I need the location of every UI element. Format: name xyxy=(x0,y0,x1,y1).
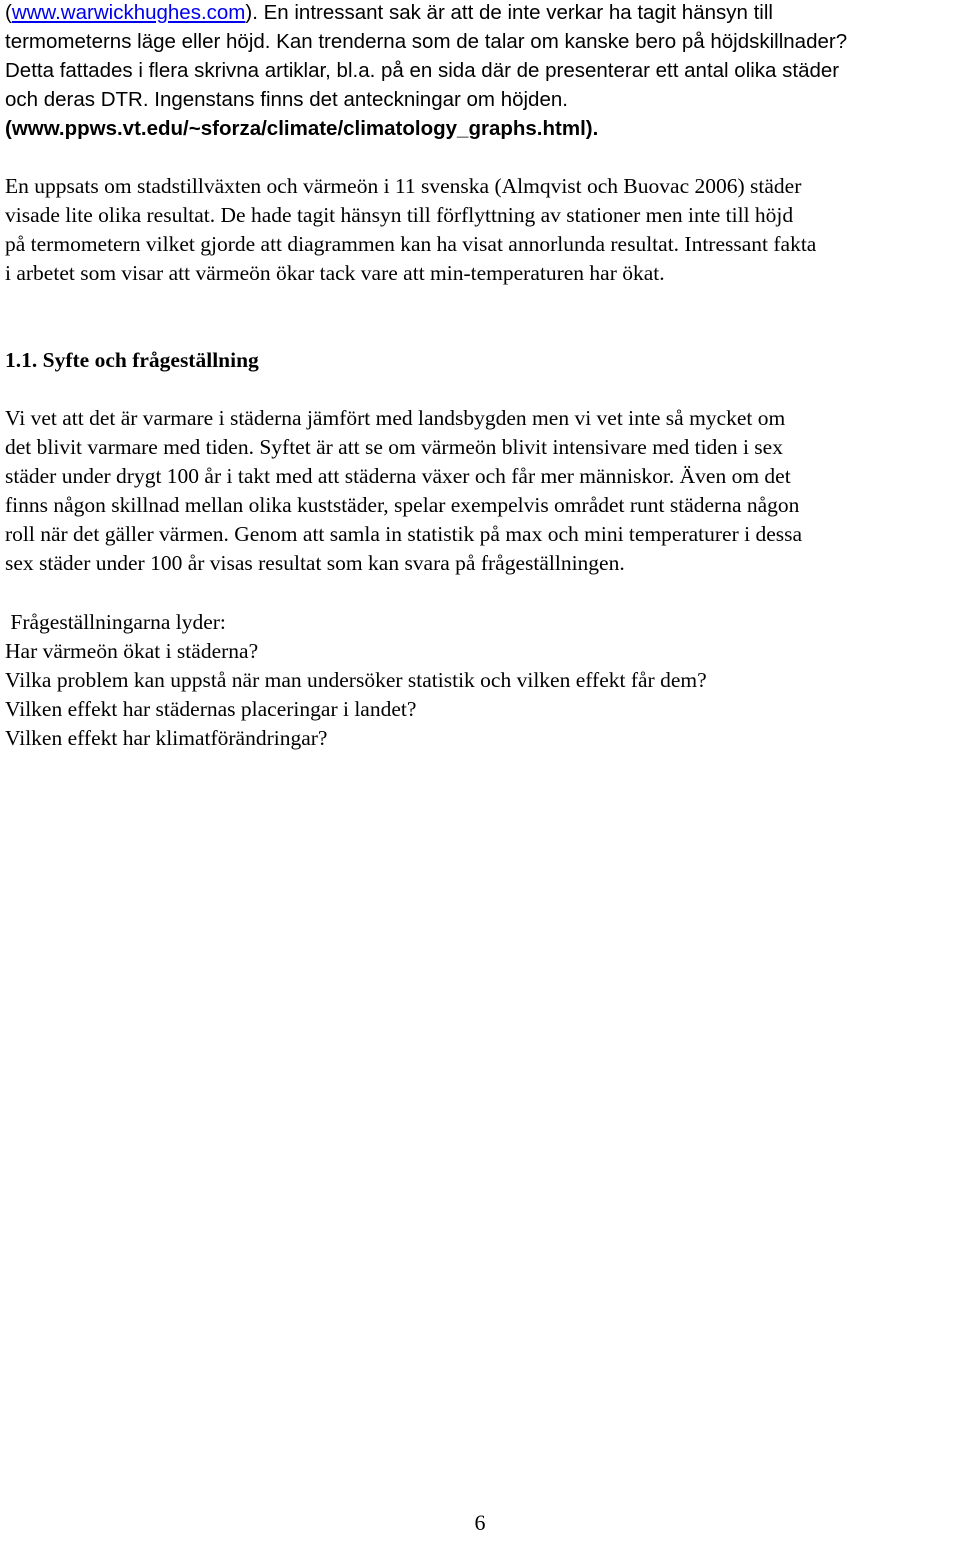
intro-line-3-b: på en sida där de presenterar ett antal olika städer xyxy=(375,59,840,82)
question-item: Har värmeön ökat i städerna? xyxy=(5,639,259,663)
paragraph-line: visade lite olika resultat. De hade tagit hänsyn till förflyttning av stationer men inte till höjd xyxy=(5,203,794,227)
paragraph-line: på termometern vilket gjorde att diagrammen kan ha visat annorlunda resultat. Intressant fakta xyxy=(5,232,817,256)
section-paragraph xyxy=(5,404,957,578)
intro-line-4-b: Ingenstans finns det anteckningar om höjden. xyxy=(148,88,568,111)
question-item: Vilken effekt har klimatförändringar? xyxy=(5,726,328,750)
paragraph-line: i arbetet som visar att värmeön ökar tack vare att min-temperaturen har ökat. xyxy=(5,261,665,285)
intro-line-4 xyxy=(5,85,957,114)
paragraph-line: finns någon skillnad mellan olika kuststäder, spelar exempelvis området runt städerna någon xyxy=(5,493,800,517)
paragraph-line: sex städer under 100 år visas resultat som kan svara på frågeställningen. xyxy=(5,551,625,575)
question-item: Vilka problem kan uppstå när man undersöker statistik och vilken effekt får dem? xyxy=(5,668,707,692)
intro-line-1-text: ). En intressant sak är att de inte verkar ha tagit hänsyn till xyxy=(245,1,773,24)
intro-line-2: termometerns läge eller höjd. Kan trenderna som de talar om kanske bero på höjdskillnader? xyxy=(5,30,848,53)
question-item: Vilken effekt har städernas placeringar i landet? xyxy=(5,697,417,721)
uppsats-paragraph xyxy=(5,172,957,288)
intro-line-4-a: och deras DTR. xyxy=(5,88,149,111)
paragraph-line: städer under drygt 100 år i takt med att städerna växer och får mer människor. Även om det xyxy=(5,464,791,488)
intro-url-line: (www.ppws.vt.edu/~sforza/climate/climatology_graphs.html). xyxy=(5,117,599,140)
questions-intro: Frågeställningarna lyder: xyxy=(5,610,226,634)
intro-line-3-a: Detta fattades i flera skrivna artiklar, bl.a. xyxy=(5,59,376,82)
warwickhughes-link[interactable]: www.warwickhughes.com xyxy=(11,1,246,24)
paragraph-line: det blivit varmare med tiden. Syftet är att se om värmeön blivit intensivare med tiden i sex xyxy=(5,435,783,459)
page-number: 6 xyxy=(474,1510,486,1535)
intro-line-3 xyxy=(5,56,957,85)
paragraph-line: Vi vet att det är varmare i städerna jämfört med landsbygden men vi vet inte så mycket om xyxy=(5,406,786,430)
questions-list xyxy=(5,608,957,753)
intro-line-1 xyxy=(5,0,957,27)
paragraph-line: roll när det gäller värmen. Genom att samla in statistik på max och mini temperaturer i dessa xyxy=(5,522,803,546)
intro-paragraph xyxy=(5,0,957,143)
section-heading: 1.1. Syfte och frågeställning xyxy=(5,348,259,372)
paragraph-line: En uppsats om stadstillväxten och värmeön i 11 svenska (Almqvist och Buovac 2006) städer xyxy=(5,174,802,198)
link-open-paren: ( xyxy=(5,1,12,24)
